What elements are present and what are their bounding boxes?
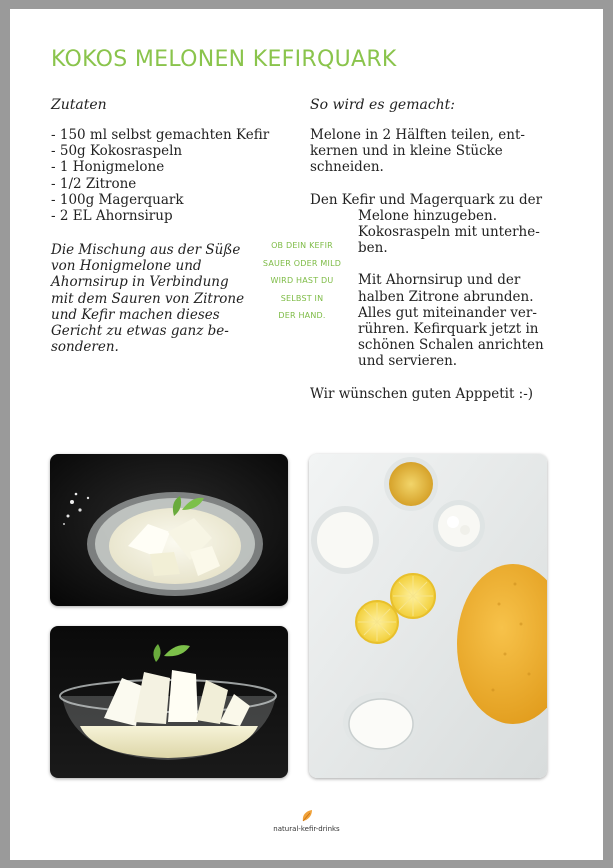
- method-line: ben.: [358, 240, 388, 257]
- method-line: Den Kefir und Magerquark zu der: [310, 191, 543, 208]
- method-line: Melone hinzugeben.: [358, 207, 497, 224]
- recipe-title: KOKOS MELONEN KEFIRQUARK: [51, 47, 397, 72]
- ingredient-item: - 100g Magerquark: [51, 191, 184, 208]
- side-note-line: SELBST IN: [280, 293, 324, 303]
- side-note-line: WIRD HAST DU: [270, 276, 334, 285]
- method-line: Kokosraspeln mit unterhe-: [358, 224, 540, 241]
- method-line: schönen Schalen anrichten: [358, 337, 544, 354]
- method-line: rühren. Kefirquark jetzt in: [358, 321, 539, 338]
- footer: [10, 809, 603, 833]
- method-line: Melone in 2 Hälften teilen, ent-: [310, 127, 525, 143]
- side-note-line: OB DEIN KEFIR: [271, 241, 333, 250]
- method-line: und servieren.: [358, 353, 458, 370]
- description-line: von Honigmelone und: [51, 258, 202, 275]
- ingredients-list: [51, 127, 269, 224]
- ingredient-item: - 1 Honigmelone: [51, 159, 165, 176]
- description-line: sonderen.: [51, 339, 119, 356]
- side-note-line: SAUER ODER MILD: [262, 258, 342, 268]
- closing-line: Wir wünschen guten Apppetit :-): [310, 385, 534, 402]
- method-line: Mit Ahornsirup und der: [358, 272, 521, 289]
- recipe-description: [51, 242, 261, 355]
- method-line: Alles gut miteinander ver-: [358, 304, 537, 321]
- description-line: und Kefir machen dieses: [51, 306, 220, 323]
- photo-ingredients: [309, 454, 547, 778]
- method-line: kernen und in kleine Stücke: [310, 143, 503, 160]
- brand-name: natural-kefir-drinks: [273, 825, 340, 833]
- ingredient-item: - 50g Kokosraspeln: [51, 143, 183, 160]
- ingredient-item: - 1/2 Zitrone: [51, 175, 137, 192]
- method-line: schneiden.: [310, 159, 384, 176]
- method-steps: [310, 127, 560, 402]
- side-note-line: DER HAND.: [278, 311, 326, 320]
- method-heading: So wird es gemacht:: [310, 97, 456, 113]
- description-line: mit dem Sauren von Zitrone: [51, 290, 245, 307]
- description-line: Ahornsirup in Verbindung: [51, 274, 229, 291]
- description-line: Gericht zu etwas ganz be-: [51, 323, 229, 340]
- photo-bowl-side: [50, 626, 288, 778]
- ingredient-item: - 2 EL Ahornsirup: [51, 208, 173, 225]
- ingredient-item: - 150 ml selbst gemachten Kefir: [51, 127, 270, 143]
- leaf-logo-icon: [301, 809, 313, 823]
- description-line: Die Mischung aus der Süße: [51, 242, 241, 258]
- recipe-page: [10, 9, 603, 860]
- ingredients-heading: Zutaten: [51, 97, 107, 113]
- photo-bowl-top: [50, 454, 288, 606]
- method-line: halben Zitrone abrunden.: [358, 288, 534, 305]
